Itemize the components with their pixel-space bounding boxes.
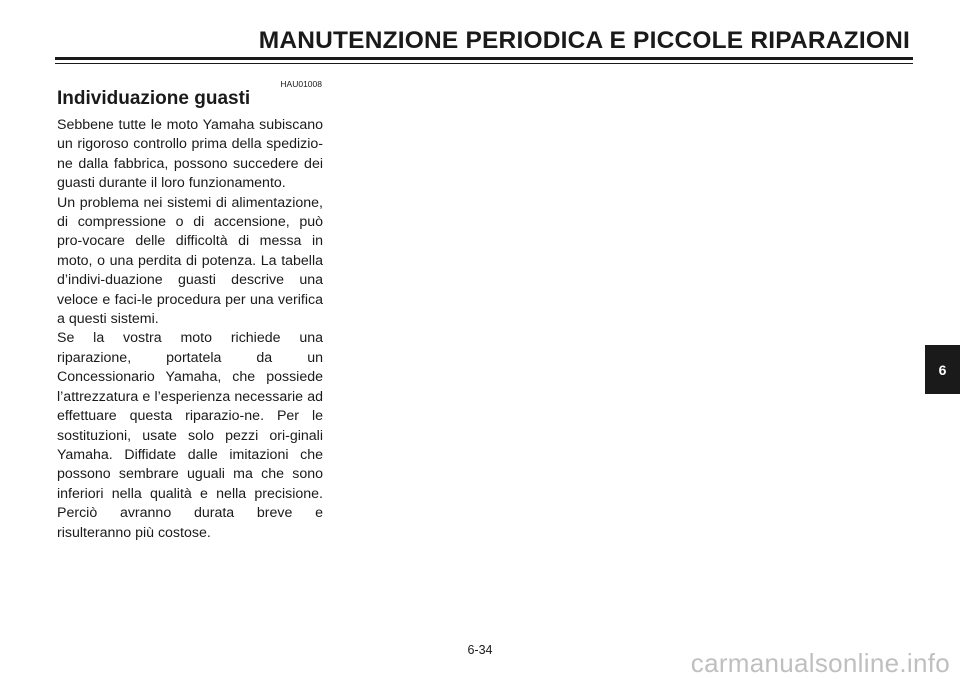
paragraph: Se la vostra moto richiede una riparazione, portatela da un Concessionario Yamaha, che possiede l’attrezzatura e l’esperienza necessarie ad effettuare questa riparazio-ne. Per le sostituzioni, usate solo pezzi ori-ginali Yamaha. Diffidate dalle imitazioni che possono sembrare uguali ma che sono inferiori nella qualità e nella precisione. Perciò avranno durata breve e risulteranno più costose.: [57, 330, 323, 541]
section-heading: Individuazione guasti: [57, 88, 251, 109]
page-header-title: MANUTENZIONE PERIODICA E PICCOLE RIPARAZIONI: [258, 27, 910, 54]
paragraph: Un problema nei sistemi di alimentazione, di compressione o di accensione, può pro-vocare delle difficoltà di messa in moto, o una perdita di potenza. La tabella d’indivi-duazione guasti descrive una veloce e faci-le procedura per una verifica a questi sistemi.: [57, 194, 323, 328]
chapter-tab-label: 6: [938, 361, 947, 378]
header-rule-thick: [55, 57, 913, 60]
header-rule-thin: [55, 63, 913, 64]
chapter-tab: [925, 345, 960, 394]
page-number: 6-34: [467, 643, 493, 657]
watermark: carmanualsonline.info: [690, 648, 950, 678]
section-code: HAU01008: [280, 79, 322, 89]
body-text: [57, 116, 323, 543]
paragraph: Sebbene tutte le moto Yamaha subiscano un rigoroso controllo prima della spedizio-ne dalla fabbrica, possono succedere dei guasti durante il loro funzionamento.: [57, 117, 323, 192]
